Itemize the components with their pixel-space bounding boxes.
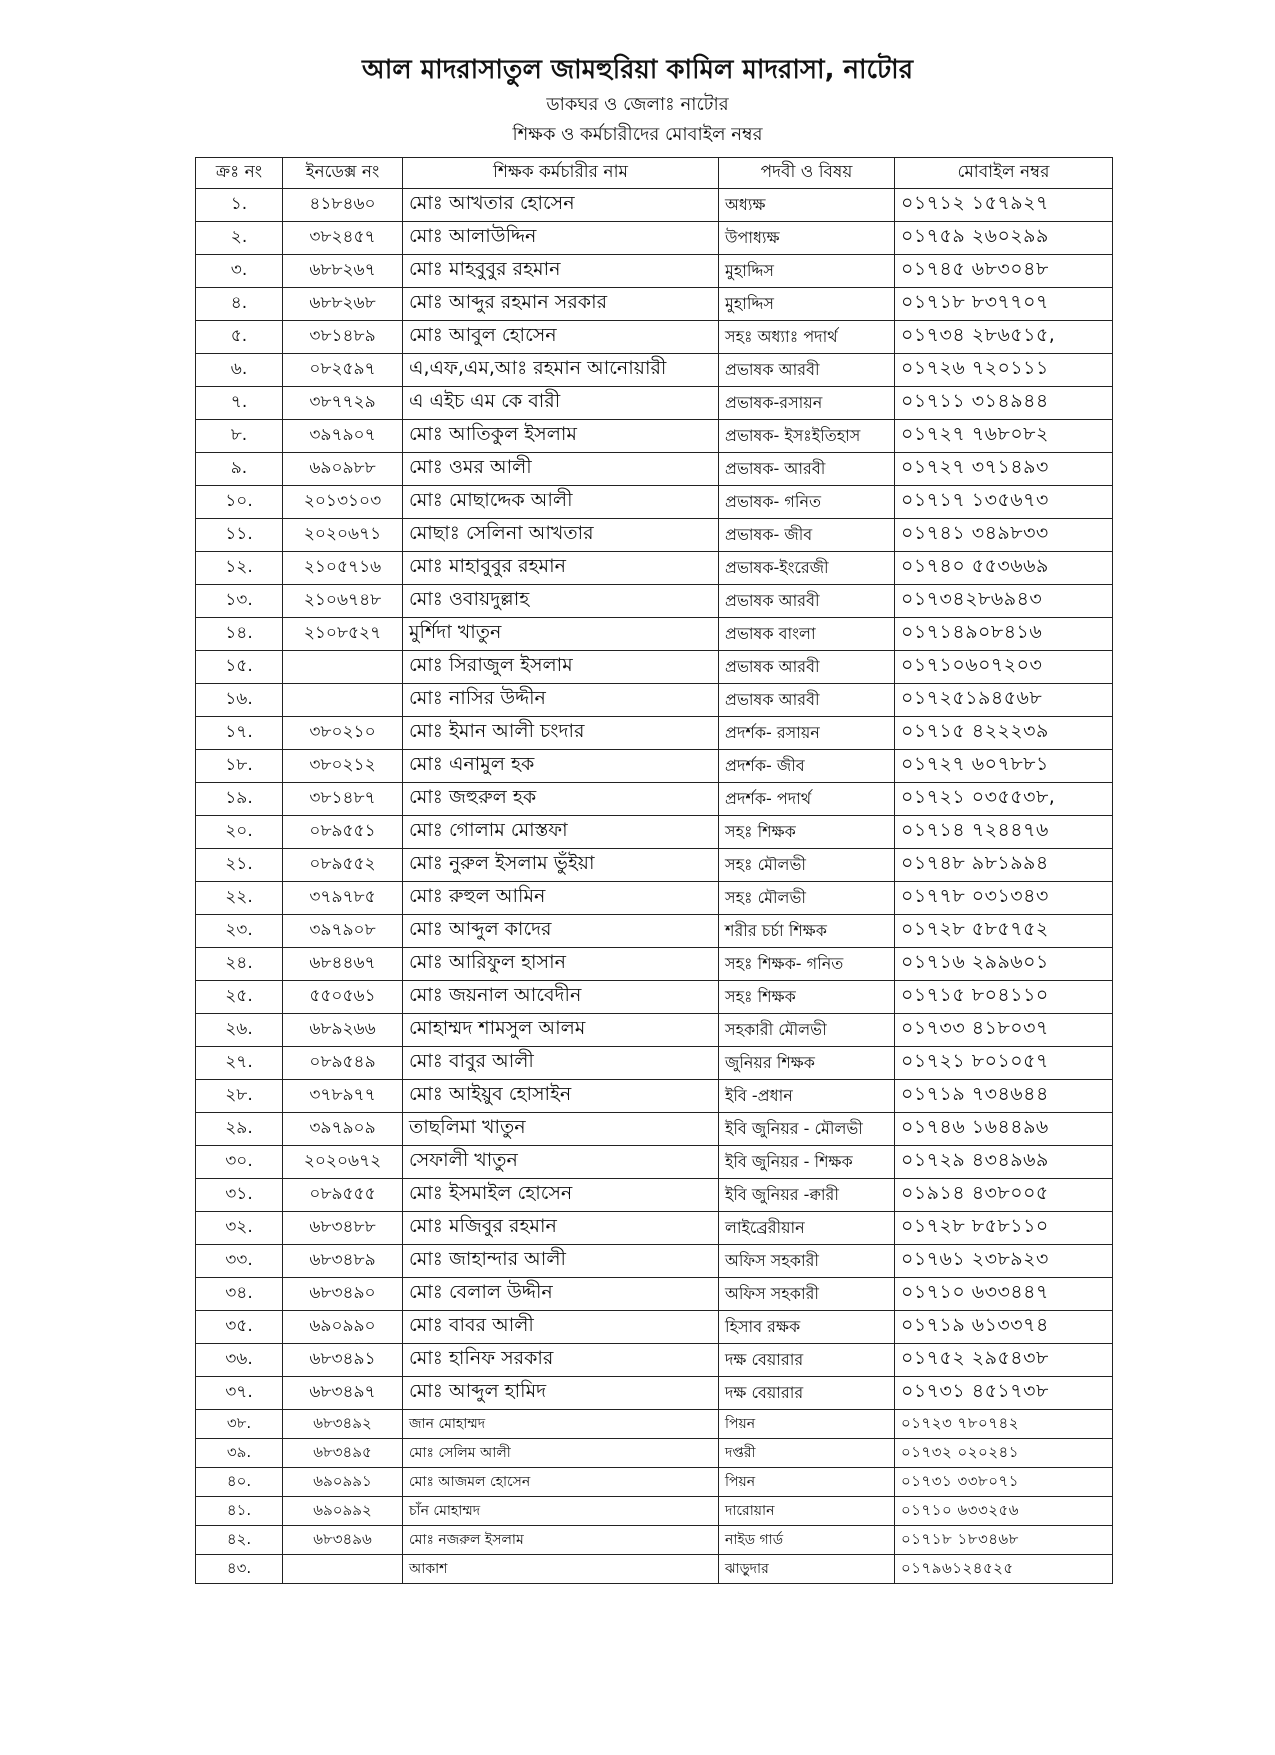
- cell-index: ৬৯০৯৯২: [283, 1497, 403, 1526]
- cell-mobile: ০১৭১২ ১৫৭৯২৭: [895, 189, 1113, 222]
- document-header: [0, 52, 1275, 150]
- cell-post: ইবি জুনিয়র - শিক্ষক: [719, 1146, 895, 1179]
- cell-post: পিয়ন: [719, 1410, 895, 1439]
- cell-name: মোঃ আখতার হোসেন: [403, 189, 719, 222]
- cell-post: প্রভাষক আরবী: [719, 585, 895, 618]
- table-row: [196, 255, 1113, 288]
- cell-mobile: ০১৭৯৬১২৪৫২৫: [895, 1555, 1113, 1584]
- cell-name: মোঃ আজমল হোসেন: [403, 1468, 719, 1497]
- cell-post: প্রদর্শক- জীব: [719, 750, 895, 783]
- cell-index: [283, 651, 403, 684]
- cell-index: ২০২০৬৭২: [283, 1146, 403, 1179]
- cell-serial: ৩৪.: [196, 1278, 283, 1311]
- cell-index: ৬৮৩৪৯১: [283, 1344, 403, 1377]
- cell-name: এ এইচ এম কে বারী: [403, 387, 719, 420]
- cell-serial: ২০.: [196, 816, 283, 849]
- cell-index: ৬৯০৯৯০: [283, 1311, 403, 1344]
- cell-name: মোঃ ইসমাইল হোসেন: [403, 1179, 719, 1212]
- cell-index: ৬৮৩৪৯০: [283, 1278, 403, 1311]
- cell-name: মোঃ জাহান্দার আলী: [403, 1245, 719, 1278]
- table-row: [196, 1526, 1113, 1555]
- cell-post: অফিস সহকারী: [719, 1278, 895, 1311]
- table-row: [196, 1245, 1113, 1278]
- table-row: [196, 1439, 1113, 1468]
- table-row: [196, 1179, 1113, 1212]
- cell-serial: ১৪.: [196, 618, 283, 651]
- cell-serial: ৩২.: [196, 1212, 283, 1245]
- cell-mobile: ০১৭২৩ ৭৮০৭৪২: [895, 1410, 1113, 1439]
- table-row: [196, 948, 1113, 981]
- cell-name: মোঃ হানিফ সরকার: [403, 1344, 719, 1377]
- cell-post: প্রদর্শক- রসায়ন: [719, 717, 895, 750]
- cell-post: প্রভাষক- ইসঃইতিহাস: [719, 420, 895, 453]
- cell-mobile: ০১৭৫২ ২৯৫৪৩৮: [895, 1344, 1113, 1377]
- cell-post: প্রভাষক আরবী: [719, 354, 895, 387]
- cell-serial: ১২.: [196, 552, 283, 585]
- cell-post: প্রভাষক-রসায়ন: [719, 387, 895, 420]
- column-header-index: ইনডেক্স নং: [283, 158, 403, 189]
- cell-mobile: ০১৭১৮ ৮৩৭৭০৭: [895, 288, 1113, 321]
- cell-serial: ৭.: [196, 387, 283, 420]
- cell-name: মোঃ মাহবুবুর রহমান: [403, 255, 719, 288]
- table-row: [196, 222, 1113, 255]
- cell-name: মোঃ জহুরুল হক: [403, 783, 719, 816]
- table-row: [196, 1468, 1113, 1497]
- cell-name: মোঃ রুহুল আমিন: [403, 882, 719, 915]
- table-row: [196, 618, 1113, 651]
- cell-mobile: ০১৭১৫ ৪২২২৩৯: [895, 717, 1113, 750]
- cell-index: ৬৮৩৪৮৮: [283, 1212, 403, 1245]
- table-row: [196, 519, 1113, 552]
- cell-serial: ১.: [196, 189, 283, 222]
- cell-name: আকাশ: [403, 1555, 719, 1584]
- cell-name: সেফালী খাতুন: [403, 1146, 719, 1179]
- table-row: [196, 1497, 1113, 1526]
- cell-post: লাইব্রেরীয়ান: [719, 1212, 895, 1245]
- cell-index: ৬৮৯২৬৬: [283, 1014, 403, 1047]
- table-row: [196, 1080, 1113, 1113]
- cell-name: মোঃ সেলিম আলী: [403, 1439, 719, 1468]
- cell-mobile: ০১৭২৬ ৭২০১১১: [895, 354, 1113, 387]
- cell-post: সহঃ শিক্ষক: [719, 816, 895, 849]
- cell-index: ৩৭৮৯৭৭: [283, 1080, 403, 1113]
- cell-post: প্রভাষক আরবী: [719, 684, 895, 717]
- cell-index: ৬৮৮২৬৮: [283, 288, 403, 321]
- cell-serial: ৩১.: [196, 1179, 283, 1212]
- cell-post: মুহাদ্দিস: [719, 288, 895, 321]
- cell-name: মোঃ ইমান আলী চংদার: [403, 717, 719, 750]
- address-line: ডাকঘর ও জেলাঃ নাটোর: [546, 94, 729, 115]
- cell-index: ০৮৯৫৫১: [283, 816, 403, 849]
- cell-serial: ৩৩.: [196, 1245, 283, 1278]
- cell-mobile: ০১৭২১ ০৩৫৫৩৮,: [895, 783, 1113, 816]
- cell-mobile: ০১৭৪১ ৩৪৯৮৩৩: [895, 519, 1113, 552]
- cell-index: ২০২০৬৭১: [283, 519, 403, 552]
- cell-index: ৩৭৯৭৮৫: [283, 882, 403, 915]
- cell-serial: ১৮.: [196, 750, 283, 783]
- table-row: [196, 321, 1113, 354]
- cell-serial: ২৩.: [196, 915, 283, 948]
- cell-serial: ৩০.: [196, 1146, 283, 1179]
- cell-mobile: ০১৭৩৪ ২৮৬৫১৫,: [895, 321, 1113, 354]
- cell-mobile: ০১৭৪৮ ৯৮১৯৯৪: [895, 849, 1113, 882]
- cell-post: সহকারী মৌলভী: [719, 1014, 895, 1047]
- cell-index: ৩৯৭৯০৭: [283, 420, 403, 453]
- table-row: [196, 1278, 1113, 1311]
- cell-name: মোঃ এনামুল হক: [403, 750, 719, 783]
- cell-post: দক্ষ বেয়ারার: [719, 1377, 895, 1410]
- cell-mobile: ০১৭১৯ ৭৩৪৬৪৪: [895, 1080, 1113, 1113]
- cell-serial: ৩৭.: [196, 1377, 283, 1410]
- cell-serial: ৪৩.: [196, 1555, 283, 1584]
- cell-name: মোঃ মাহাবুবুর রহমান: [403, 552, 719, 585]
- cell-name: মোঃ নজরুল ইসলাম: [403, 1526, 719, 1555]
- cell-serial: ৪.: [196, 288, 283, 321]
- cell-index: ৩৮২৪৫৭: [283, 222, 403, 255]
- cell-serial: ১৭.: [196, 717, 283, 750]
- cell-index: ৩৮০২১২: [283, 750, 403, 783]
- table-row: [196, 1014, 1113, 1047]
- cell-mobile: ০১৭৪০ ৫৫৩৬৬৯: [895, 552, 1113, 585]
- table-row: [196, 453, 1113, 486]
- cell-mobile: ০১৭৭৮ ০৩১৩৪৩: [895, 882, 1113, 915]
- column-header-mobile: মোবাইল নম্বর: [895, 158, 1113, 189]
- cell-name: জান মোহাম্মদ: [403, 1410, 719, 1439]
- cell-serial: ১৯.: [196, 783, 283, 816]
- cell-mobile: ০১৭৬১ ২৩৮৯২৩: [895, 1245, 1113, 1278]
- cell-index: ৪১৮৪৬০: [283, 189, 403, 222]
- cell-name: মোঃ ওবায়দুল্লাহ: [403, 585, 719, 618]
- cell-mobile: ০১৭৩২ ০২০২৪১: [895, 1439, 1113, 1468]
- cell-serial: ৪০.: [196, 1468, 283, 1497]
- column-header-serial: ক্রঃ নং: [196, 158, 283, 189]
- table-header-row: [196, 158, 1113, 189]
- cell-index: ৬৮৩৪৯৭: [283, 1377, 403, 1410]
- cell-post: শরীর চর্চা শিক্ষক: [719, 915, 895, 948]
- cell-mobile: ০১৭৪৫ ৬৮৩০৪৮: [895, 255, 1113, 288]
- cell-post: হিসাব রক্ষক: [719, 1311, 895, 1344]
- table-row: [196, 585, 1113, 618]
- cell-mobile: ০১৭১০৬০৭২০৩: [895, 651, 1113, 684]
- cell-mobile: ০১৭১৮ ১৮৩৪৬৮: [895, 1526, 1113, 1555]
- cell-name: মোঃ বেলাল উদ্দীন: [403, 1278, 719, 1311]
- table-row: [196, 684, 1113, 717]
- cell-serial: ১৬.: [196, 684, 283, 717]
- cell-name: মোঃ সিরাজুল ইসলাম: [403, 651, 719, 684]
- cell-serial: ৪২.: [196, 1526, 283, 1555]
- cell-post: ইবি জুনিয়র - মৌলভী: [719, 1113, 895, 1146]
- cell-serial: ৬.: [196, 354, 283, 387]
- cell-index: ৩৯৭৯০৮: [283, 915, 403, 948]
- cell-serial: ৫.: [196, 321, 283, 354]
- cell-post: প্রদর্শক- পদার্থ: [719, 783, 895, 816]
- cell-index: ২০১৩১০৩: [283, 486, 403, 519]
- cell-post: অধ্যক্ষ: [719, 189, 895, 222]
- table-body: [196, 189, 1113, 1584]
- cell-serial: ২১.: [196, 849, 283, 882]
- cell-post: প্রভাষক- আরবী: [719, 453, 895, 486]
- cell-serial: ২৮.: [196, 1080, 283, 1113]
- cell-mobile: ০১৭১৫ ৮০৪১১০: [895, 981, 1113, 1014]
- cell-mobile: ০১৭২৭ ৬০৭৮৮১: [895, 750, 1113, 783]
- table-row: [196, 816, 1113, 849]
- cell-serial: ৮.: [196, 420, 283, 453]
- table-row: [196, 1212, 1113, 1245]
- cell-post: প্রভাষক বাংলা: [719, 618, 895, 651]
- table-row: [196, 387, 1113, 420]
- staff-mobile-table: [195, 157, 1113, 1584]
- cell-mobile: ০১৭১৪৯০৮৪১৬: [895, 618, 1113, 651]
- cell-name: মোহাম্মদ শামসুল আলম: [403, 1014, 719, 1047]
- cell-serial: ২২.: [196, 882, 283, 915]
- cell-post: সহঃ মৌলভী: [719, 882, 895, 915]
- cell-mobile: ০১৭২৫১৯৪৫৬৮: [895, 684, 1113, 717]
- table-row: [196, 288, 1113, 321]
- cell-post: দারোয়ান: [719, 1497, 895, 1526]
- cell-name: তাছলিমা খাতুন: [403, 1113, 719, 1146]
- cell-post: সহঃ মৌলভী: [719, 849, 895, 882]
- column-header-name: শিক্ষক কর্মচারীর নাম: [403, 158, 719, 189]
- table-row: [196, 552, 1113, 585]
- cell-name: মোঃ আব্দুল কাদের: [403, 915, 719, 948]
- table-row: [196, 189, 1113, 222]
- table-row: [196, 717, 1113, 750]
- cell-index: ৬৮৮২৬৭: [283, 255, 403, 288]
- cell-serial: ২৪.: [196, 948, 283, 981]
- cell-name: মোঃ আরিফুল হাসান: [403, 948, 719, 981]
- cell-mobile: ০১৭২১ ৮০১০৫৭: [895, 1047, 1113, 1080]
- cell-index: ০৮৯৫৫২: [283, 849, 403, 882]
- cell-post: দক্ষ বেয়ারার: [719, 1344, 895, 1377]
- cell-post: সহঃ অধ্যাঃ পদার্থ: [719, 321, 895, 354]
- table-row: [196, 1555, 1113, 1584]
- cell-mobile: ০১৭১৪ ৭২৪৪৭৬: [895, 816, 1113, 849]
- cell-serial: ২.: [196, 222, 283, 255]
- cell-mobile: ০১৭১০ ৬৩৩২৫৬: [895, 1497, 1113, 1526]
- cell-index: ৬৮৩৪৯২: [283, 1410, 403, 1439]
- table-row: [196, 1311, 1113, 1344]
- cell-index: ০৮৯৫৪৯: [283, 1047, 403, 1080]
- table-row: [196, 783, 1113, 816]
- cell-serial: ২৯.: [196, 1113, 283, 1146]
- cell-mobile: ০১৭১১ ৩১৪৯৪৪: [895, 387, 1113, 420]
- cell-index: ২১০৬৭৪৮: [283, 585, 403, 618]
- cell-name: মোঃ আতিকুল ইসলাম: [403, 420, 719, 453]
- cell-name: মোঃ বাবুর আলী: [403, 1047, 719, 1080]
- table-row: [196, 1377, 1113, 1410]
- cell-serial: ২৫.: [196, 981, 283, 1014]
- cell-post: মুহাদ্দিস: [719, 255, 895, 288]
- cell-serial: ৩৯.: [196, 1439, 283, 1468]
- cell-index: ৩৮০২১০: [283, 717, 403, 750]
- cell-index: ৬৮৩৪৯৫: [283, 1439, 403, 1468]
- cell-mobile: ০১৭১৬ ২৯৯৬০১: [895, 948, 1113, 981]
- cell-post: সহঃ শিক্ষক: [719, 981, 895, 1014]
- cell-name: মোঃ আবুল হোসেন: [403, 321, 719, 354]
- cell-post: পিয়ন: [719, 1468, 895, 1497]
- cell-index: [283, 1555, 403, 1584]
- table-row: [196, 486, 1113, 519]
- cell-post: উপাধ্যক্ষ: [719, 222, 895, 255]
- cell-name: মোঃ আব্দুল হামিদ: [403, 1377, 719, 1410]
- cell-name: মোঃ নুরুল ইসলাম ভুঁইয়া: [403, 849, 719, 882]
- cell-index: ৫৫০৫৬১: [283, 981, 403, 1014]
- cell-post: ইবি -প্রধান: [719, 1080, 895, 1113]
- cell-index: ৬৯০৯৮৮: [283, 453, 403, 486]
- table-row: [196, 849, 1113, 882]
- cell-name: মোঃ বাবর আলী: [403, 1311, 719, 1344]
- cell-mobile: ০১৭১৭ ১৩৫৬৭৩: [895, 486, 1113, 519]
- cell-name: মোঃ মোছাদ্দেক আলী: [403, 486, 719, 519]
- cell-index: ৬৮৩৪৯৬: [283, 1526, 403, 1555]
- cell-index: ৩৯৭৯০৯: [283, 1113, 403, 1146]
- cell-mobile: ০১৭২৯ ৪৩৪৯৬৯: [895, 1146, 1113, 1179]
- table-row: [196, 1410, 1113, 1439]
- cell-serial: ৯.: [196, 453, 283, 486]
- cell-mobile: ০১৭২৭ ৭৬৮০৮২: [895, 420, 1113, 453]
- cell-mobile: ০১৭২৭ ৩৭১৪৯৩: [895, 453, 1113, 486]
- table-row: [196, 1146, 1113, 1179]
- cell-post: দপ্তরী: [719, 1439, 895, 1468]
- cell-serial: ২৬.: [196, 1014, 283, 1047]
- cell-index: [283, 684, 403, 717]
- cell-index: ৩৮১৪৮৭: [283, 783, 403, 816]
- cell-name: মোঃ নাসির উদ্দীন: [403, 684, 719, 717]
- cell-mobile: ০১৭৩১ ৪৫১৭৩৮: [895, 1377, 1113, 1410]
- cell-serial: ৪১.: [196, 1497, 283, 1526]
- cell-name: মোঃ আলাউদ্দিন: [403, 222, 719, 255]
- cell-name: এ,এফ,এম,আঃ রহমান আনোয়ারী: [403, 354, 719, 387]
- table-row: [196, 915, 1113, 948]
- cell-name: মোঃ গোলাম মোস্তফা: [403, 816, 719, 849]
- cell-index: ২১০৫৭১৬: [283, 552, 403, 585]
- table-row: [196, 1113, 1113, 1146]
- institution-title: আল মাদরাসাতুল জামহুরিয়া কামিল মাদরাসা, নাটোর: [361, 55, 914, 85]
- cell-name: চাঁন মোহাম্মদ: [403, 1497, 719, 1526]
- cell-index: ৬৯০৯৯১: [283, 1468, 403, 1497]
- cell-mobile: ০১৭৩৪২৮৬৯৪৩: [895, 585, 1113, 618]
- cell-post: প্রভাষক- জীব: [719, 519, 895, 552]
- cell-index: ০৮২৫৯৭: [283, 354, 403, 387]
- cell-mobile: ০১৭১০ ৬৩৩৪৪৭: [895, 1278, 1113, 1311]
- cell-serial: ১১.: [196, 519, 283, 552]
- cell-serial: ১০.: [196, 486, 283, 519]
- cell-name: মোছাঃ সেলিনা আখতার: [403, 519, 719, 552]
- cell-name: মুর্শিদা খাতুন: [403, 618, 719, 651]
- document-subject: শিক্ষক ও কর্মচারীদের মোবাইল নম্বর: [512, 124, 763, 145]
- cell-post: জুনিয়র শিক্ষক: [719, 1047, 895, 1080]
- cell-mobile: ০১৭৫৯ ২৬০২৯৯: [895, 222, 1113, 255]
- table-row: [196, 1344, 1113, 1377]
- cell-post: ঝাড়ুদার: [719, 1555, 895, 1584]
- table-row: [196, 651, 1113, 684]
- cell-index: ০৮৯৫৫৫: [283, 1179, 403, 1212]
- cell-name: মোঃ আইয়ুব হোসাইন: [403, 1080, 719, 1113]
- cell-mobile: ০১৭৩৩ ৪১৮০৩৭: [895, 1014, 1113, 1047]
- cell-index: ৬৮৪৪৬৭: [283, 948, 403, 981]
- cell-post: ইবি জুনিয়র -ক্বারী: [719, 1179, 895, 1212]
- cell-post: নাইড গার্ড: [719, 1526, 895, 1555]
- cell-post: প্রভাষক আরবী: [719, 651, 895, 684]
- table-row: [196, 1047, 1113, 1080]
- cell-name: মোঃ আব্দুর রহমান সরকার: [403, 288, 719, 321]
- cell-name: মোঃ জয়নাল আবেদীন: [403, 981, 719, 1014]
- cell-mobile: ০১৭৩১ ৩৩৮০৭১: [895, 1468, 1113, 1497]
- cell-mobile: ০১৭১৯ ৬১৩৩৭৪: [895, 1311, 1113, 1344]
- cell-mobile: ০১৯১৪ ৪৩৮০০৫: [895, 1179, 1113, 1212]
- cell-mobile: ০১৭২৮ ৫৮৫৭৫২: [895, 915, 1113, 948]
- cell-post: প্রভাষক- গনিত: [719, 486, 895, 519]
- cell-serial: ১৫.: [196, 651, 283, 684]
- cell-mobile: ০১৭২৮ ৮৫৮১১০: [895, 1212, 1113, 1245]
- table-row: [196, 354, 1113, 387]
- cell-index: ৩৮৭৭২৯: [283, 387, 403, 420]
- table-row: [196, 750, 1113, 783]
- cell-post: অফিস সহকারী: [719, 1245, 895, 1278]
- table-row: [196, 420, 1113, 453]
- cell-mobile: ০১৭৪৬ ১৬৪৪৯৬: [895, 1113, 1113, 1146]
- table-row: [196, 882, 1113, 915]
- cell-name: মোঃ ওমর আলী: [403, 453, 719, 486]
- cell-post: সহঃ শিক্ষক- গনিত: [719, 948, 895, 981]
- cell-index: ৬৮৩৪৮৯: [283, 1245, 403, 1278]
- cell-serial: ৩৫.: [196, 1311, 283, 1344]
- cell-post: প্রভাষক-ইংরেজী: [719, 552, 895, 585]
- column-header-post: পদবী ও বিষয়: [719, 158, 895, 189]
- cell-serial: ৩.: [196, 255, 283, 288]
- cell-serial: ১৩.: [196, 585, 283, 618]
- cell-serial: ৩৬.: [196, 1344, 283, 1377]
- table-row: [196, 981, 1113, 1014]
- cell-index: ৩৮১৪৮৯: [283, 321, 403, 354]
- cell-index: ২১০৮৫২৭: [283, 618, 403, 651]
- cell-serial: ৩৮.: [196, 1410, 283, 1439]
- cell-serial: ২৭.: [196, 1047, 283, 1080]
- cell-name: মোঃ মজিবুর রহমান: [403, 1212, 719, 1245]
